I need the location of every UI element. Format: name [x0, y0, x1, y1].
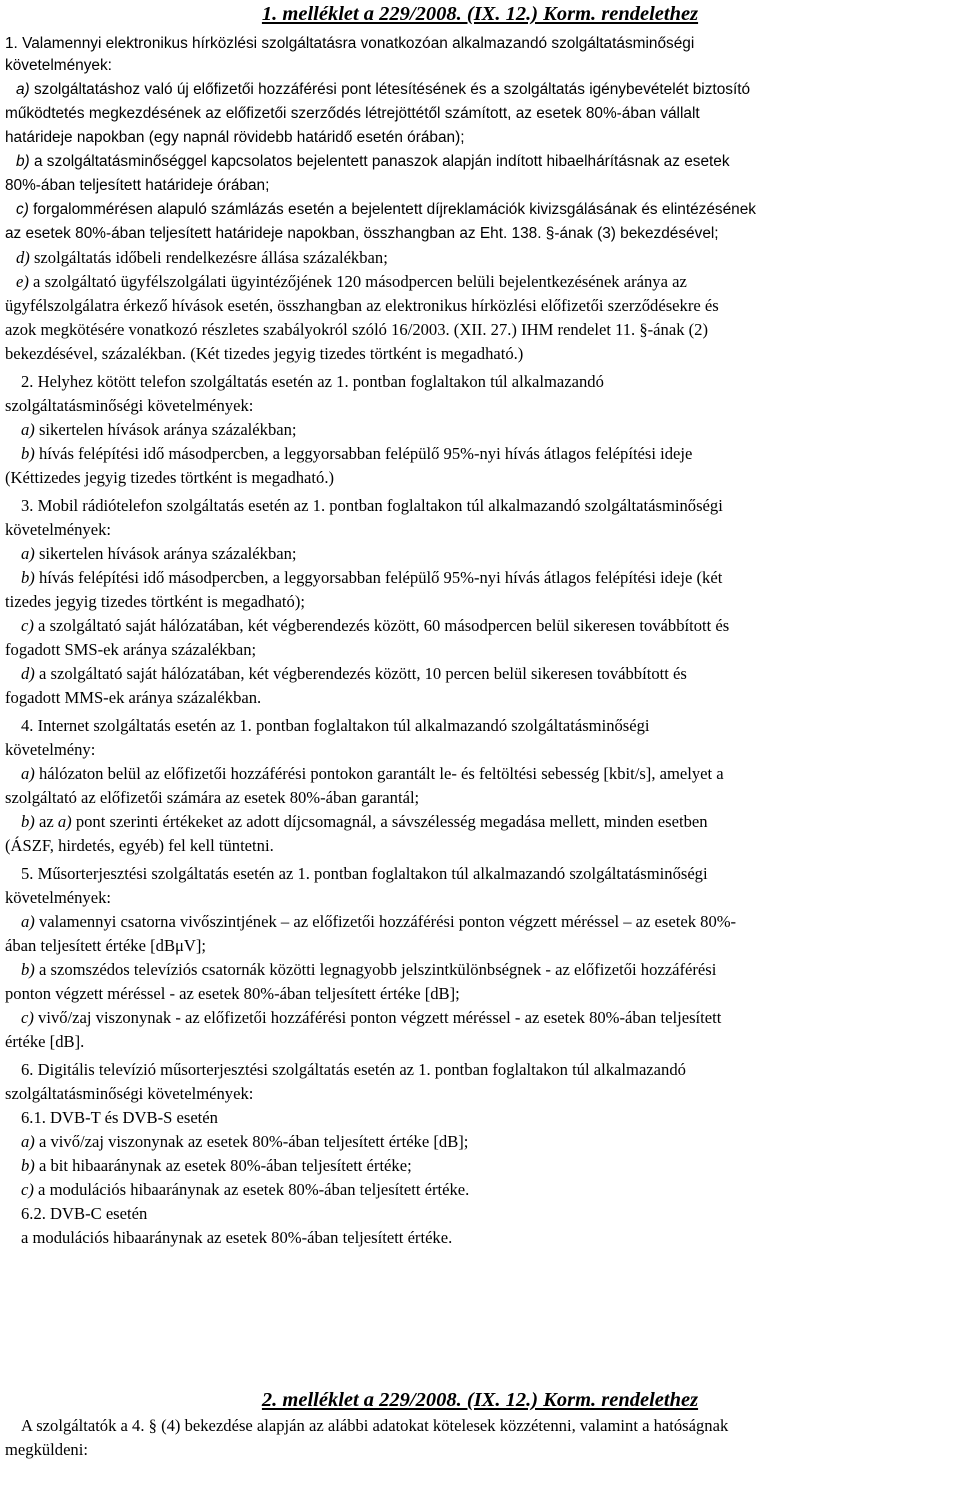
item-marker: c): [21, 616, 34, 635]
line-text: szolgáltatásminőségi követelmények:: [5, 1084, 254, 1103]
line-text: 6.1. DVB-T és DVB-S esetén: [21, 1108, 218, 1127]
line-text: az esetek 80%-ában teljesített határideje napokban, összhangban az Eht. 138. §-ának (3) bekezdésével;: [5, 225, 719, 242]
text-line: [5, 788, 419, 808]
text-line: [5, 320, 708, 340]
line-text: valamennyi csatorna vivőszintjének – az előfizetői hozzáférési ponton végzett méréssel – az esetek 80%-: [34, 912, 737, 931]
line-text: szolgáltató az előfizetői számára az esetek 80%-ában garantál;: [5, 788, 420, 807]
line-text: ában teljesített értéke [dBμV];: [5, 936, 207, 955]
text-line: [21, 1132, 468, 1152]
text-line: [5, 688, 261, 708]
text-line: [5, 984, 460, 1004]
line-text: 6. Digitális televízió műsorterjesztési szolgáltatás esetén az 1. pontban foglaltakon túl alkalmazandó: [21, 1060, 686, 1079]
item-marker: a): [16, 81, 30, 98]
text-line: [5, 34, 694, 54]
line-text: a szolgáltató saját hálózatában, két végberendezés között, 10 percen belül sikeresen továbbított és: [34, 664, 687, 683]
line-text: szolgáltatásminőségi követelmények:: [5, 396, 254, 415]
line-text: 80%-ában teljesített határideje órában;: [5, 177, 270, 194]
text-line: [5, 176, 269, 196]
item-marker: b): [21, 568, 35, 587]
line-text: pont szerinti értékeket az adott díjcsomagnál, a sávszélesség megadása mellett, minden esetben: [71, 812, 708, 831]
text-line: [21, 372, 604, 392]
item-marker: d): [21, 664, 35, 683]
line-text: a modulációs hibaaránynak az esetek 80%-ában teljesített értéke.: [33, 1180, 470, 1199]
line-text: követelmények:: [5, 520, 111, 539]
line-text: követelmények:: [5, 57, 112, 74]
line-text: 4. Internet szolgáltatás esetén az 1. pontban foglaltakon túl alkalmazandó szolgáltatásminőségi: [21, 716, 650, 735]
item-marker: d): [16, 248, 30, 267]
line-text: a szomszédos televíziós csatornák közötti legnagyobb jelszintkülönbségnek - az előfizetői hozzáférési: [34, 960, 717, 979]
text-line: [21, 764, 724, 784]
text-line: [5, 888, 111, 908]
text-line: [21, 1060, 686, 1080]
text-line: [5, 396, 253, 416]
text-line: [5, 344, 523, 364]
text-line: [21, 444, 692, 464]
text-line: [16, 200, 756, 220]
text-line: [5, 1440, 88, 1460]
text-line: [21, 716, 650, 736]
line-text: értéke [dB].: [5, 1032, 85, 1051]
text-line: [5, 640, 256, 660]
text-line: [16, 152, 730, 172]
text-line: [5, 740, 95, 760]
text-line: [5, 128, 465, 148]
item-reference: a): [57, 812, 72, 831]
line-text: 3. Mobil rádiótelefon szolgáltatás esetén az 1. pontban foglaltakon túl alkalmazandó szolgáltatásminőségi: [21, 496, 723, 515]
line-text: követelmények:: [5, 888, 111, 907]
item-marker: c): [21, 1180, 34, 1199]
line-text: ponton végzett méréssel - az esetek 80%-ában teljesített értéke [dB];: [5, 984, 460, 1003]
text-line: [21, 1228, 452, 1248]
item-marker: b): [21, 444, 35, 463]
text-line: [21, 812, 708, 832]
item-marker: a): [21, 544, 35, 563]
text-line: [21, 664, 687, 684]
line-text: az: [34, 812, 58, 831]
text-line: [21, 544, 297, 564]
item-marker: a): [21, 912, 35, 931]
item-marker: b): [21, 960, 35, 979]
line-text: vivő/zaj viszonynak - az előfizetői hozzáférési ponton végzett méréssel - az esetek 80%-ában teljesített: [33, 1008, 722, 1027]
annex-2-title: 2. melléklet a 229/2008. (IX. 12.) Korm. rendelethez: [261, 1389, 699, 1411]
item-marker: b): [16, 153, 30, 170]
line-text: (ÁSZF, hirdetés, egyéb) fel kell tüntetni.: [5, 836, 274, 855]
text-line: [21, 960, 716, 980]
line-text: szolgáltatás időbeli rendelkezésre állása százalékban;: [29, 248, 388, 267]
text-line: [21, 1156, 412, 1176]
line-text: tizedes jegyig tizedes törtként is megadható);: [5, 592, 305, 611]
line-text: (Kéttizedes jegyig tizedes törtként is megadható.): [5, 468, 334, 487]
text-line: [5, 56, 112, 76]
text-line: [5, 104, 700, 124]
line-text: A szolgáltatók a 4. § (4) bekezdése alapján az alábbi adatokat kötelesek közzétenni, valamint a hatóságnak: [21, 1416, 729, 1435]
text-line: [16, 272, 687, 292]
line-text: a bit hibaaránynak az esetek 80%-ában teljesített értéke;: [34, 1156, 412, 1175]
item-marker: a): [21, 1132, 35, 1151]
line-text: határideje napokban (egy napnál rövidebb határidő esetén órában);: [5, 129, 465, 146]
item-marker: b): [21, 812, 35, 831]
text-line: [21, 1108, 218, 1128]
text-line: [16, 248, 388, 268]
text-line: [5, 520, 111, 540]
line-text: forgalommérésen alapuló számlázás esetén a bejelentett díjreklamációk kivizsgálásának és elintézésének: [28, 201, 756, 218]
line-text: bekezdésével, százalékban. (Két tizedes jegyig tizedes törtként is megadható.): [5, 344, 524, 363]
line-text: 5. Műsorterjesztési szolgáltatás esetén az 1. pontban foglaltakon túl alkalmazandó szolgáltatásminőségi: [21, 864, 708, 883]
text-line: [5, 936, 206, 956]
text-line: [21, 568, 722, 588]
text-line: [21, 420, 297, 440]
item-marker: c): [16, 201, 29, 218]
line-text: sikertelen hívások aránya százalékban;: [34, 420, 297, 439]
line-text: fogadott SMS-ek aránya százalékban;: [5, 640, 257, 659]
text-line: [21, 1180, 469, 1200]
text-line: [21, 912, 736, 932]
line-text: fogadott MMS-ek aránya százalékban.: [5, 688, 262, 707]
item-marker: c): [21, 1008, 34, 1027]
item-marker: a): [21, 420, 35, 439]
line-text: megküldeni:: [5, 1440, 88, 1459]
text-line: [5, 836, 274, 856]
item-marker: e): [16, 272, 29, 291]
line-text: működtetés megkezdésének az előfizetői szerződés létrejöttétől számított, az esetek 80%-ában vállalt: [5, 105, 700, 122]
text-line: [5, 468, 334, 488]
text-line: [5, 1084, 253, 1104]
line-text: követelmény:: [5, 740, 96, 759]
text-line: [21, 1204, 147, 1224]
line-text: a modulációs hibaaránynak az esetek 80%-ában teljesített értéke.: [21, 1228, 453, 1247]
line-text: hálózaton belül az előfizetői hozzáférési pontokon garantált le- és feltöltési sebesség [kbit/s], amelyet a: [34, 764, 724, 783]
line-text: azok megkötésére vonatkozó részletes szabályokról szóló 16/2003. (XII. 27.) IHM rendelet 11. §-ának (2): [5, 320, 708, 339]
line-text: hívás felépítési idő másodpercben, a leggyorsabban felépülő 95%-nyi hívás átlagos felépítési ideje: [34, 444, 693, 463]
text-line: [21, 496, 723, 516]
text-line: [21, 864, 708, 884]
text-line: [5, 224, 719, 244]
text-line: [16, 80, 750, 100]
text-line: [5, 1032, 84, 1052]
text-line: [5, 296, 719, 316]
line-text: 6.2. DVB-C esetén: [21, 1204, 148, 1223]
text-line: [21, 1416, 728, 1436]
item-marker: b): [21, 1156, 35, 1175]
text-line: [21, 1008, 721, 1028]
text-line: [5, 592, 305, 612]
line-text: 2. Helyhez kötött telefon szolgáltatás esetén az 1. pontban foglaltakon túl alkalmazandó: [21, 372, 604, 391]
line-text: 1. Valamennyi elektronikus hírközlési szolgáltatásra vonatkozóan alkalmazandó szolgáltatásminőségi: [5, 35, 695, 52]
line-text: szolgáltatáshoz való új előfizetői hozzáférési pont létesítésének és a szolgáltatás igénybevételét biztosító: [29, 81, 751, 98]
line-text: hívás felépítési idő másodpercben, a leggyorsabban felépülő 95%-nyi hívás átlagos felépítési ideje (két: [34, 568, 723, 587]
line-text: ügyfélszolgálatra érkező hívások esetén, összhangban az elektronikus hírközlési előfizetői szerződésekre és: [5, 296, 719, 315]
line-text: a szolgáltatásminőséggel kapcsolatos bejelentett panaszok alapján indított hibaelhárításnak az esetek: [29, 153, 730, 170]
text-line: [21, 616, 729, 636]
line-text: a szolgáltató saját hálózatában, két végberendezés között, 60 másodpercen belül sikeresen továbbított és: [33, 616, 730, 635]
item-marker: a): [21, 764, 35, 783]
line-text: a szolgáltató ügyfélszolgálati ügyintézőjének 120 másodpercen belüli bejelentkezésének aránya az: [28, 272, 687, 291]
annex-1-title: 1. melléklet a 229/2008. (IX. 12.) Korm. rendelethez: [261, 3, 699, 25]
line-text: a vivő/zaj viszonynak az esetek 80%-ában teljesített értéke [dB];: [34, 1132, 469, 1151]
line-text: sikertelen hívások aránya százalékban;: [34, 544, 297, 563]
